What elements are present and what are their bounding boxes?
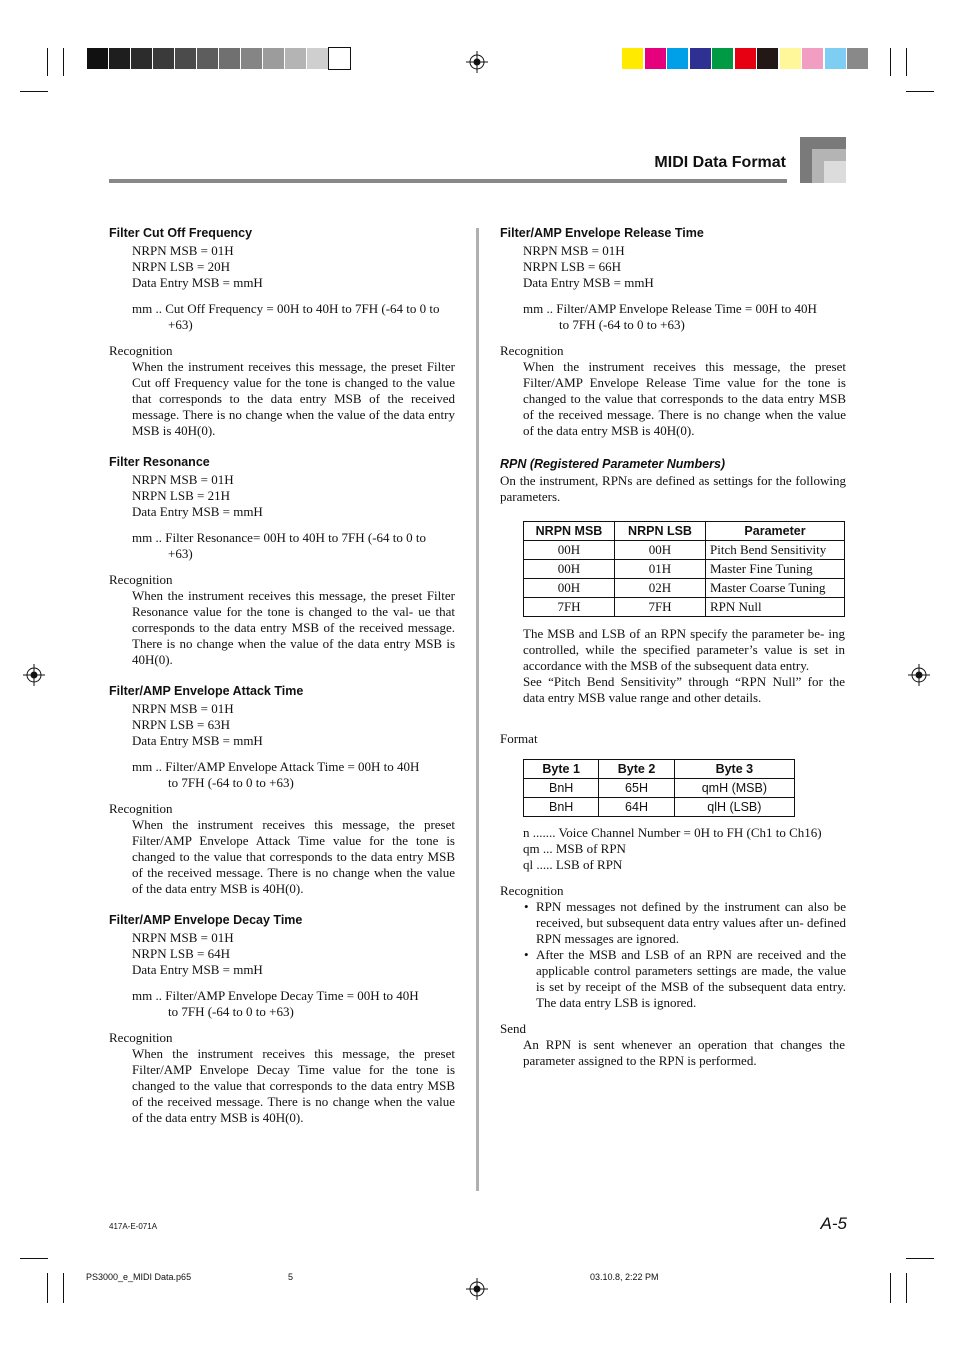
- format-table: [523, 759, 795, 817]
- recognition-label: Recognition: [109, 801, 173, 816]
- header-tab-block-lighter: [824, 161, 846, 183]
- right-column: [500, 226, 846, 505]
- recognition-label: Recognition: [109, 572, 173, 587]
- table-cell: 00H: [524, 560, 615, 579]
- gray-swatch: [263, 48, 284, 69]
- nrpn-lsb: NRPN LSB = 63H: [132, 717, 230, 732]
- data-entry-msb: Data Entry MSB = mmH: [132, 733, 263, 748]
- mm-description-cont: +63): [168, 317, 193, 332]
- color-swatch: [780, 48, 801, 69]
- table-header: NRPN MSB: [524, 522, 615, 541]
- mm-description-cont: +63): [168, 546, 193, 561]
- legend-item: qm ... MSB of RPN: [523, 841, 626, 856]
- legend-item: n ....... Voice Channel Number = 0H to FH (Ch1 to Ch16): [523, 825, 822, 840]
- nrpn-msb: NRPN MSB = 01H: [523, 243, 625, 258]
- data-entry-msb: Data Entry MSB = mmH: [132, 962, 263, 977]
- recognition-text: When the instrument receives this message, the preset Filter Resonance value for the tone is changed to the val- ue that corresponds to the data entry MSB of the received message. There is no change when the value of the data entry MSB is 40H(0).: [132, 588, 455, 667]
- print-date: 03.10.8, 2:22 PM: [590, 1272, 659, 1282]
- color-swatch: [735, 48, 756, 69]
- bullet-text: RPN messages not defined by the instrument can also be received, but subsequent data entry values after un- defined RPN messages are ignored.: [536, 899, 846, 946]
- rpn-intro: On the instrument, RPNs are defined as settings for the following parameters.: [500, 473, 846, 504]
- table-row: [524, 798, 795, 817]
- nrpn-lsb: NRPN LSB = 20H: [132, 259, 230, 274]
- gray-swatch: [197, 48, 218, 69]
- gray-swatch: [241, 48, 262, 69]
- gray-swatch: [109, 48, 130, 69]
- registration-mark-icon: [908, 664, 930, 686]
- legend-item: ql ..... LSB of RPN: [523, 857, 623, 872]
- table-cell: qlH (LSB): [674, 798, 794, 817]
- table-cell: Master Coarse Tuning: [706, 579, 845, 598]
- recognition-text: When the instrument receives this message, the preset Filter/AMP Envelope Release Time value for the tone is changed to the value that corresponds to the data entry MSB of the received message. There is no change when the value of the data entry MSB is 40H(0).: [523, 359, 846, 438]
- table-cell: 64H: [599, 798, 674, 817]
- table-row: [524, 598, 845, 617]
- recognition-label: Recognition: [109, 343, 173, 358]
- nrpn-msb: NRPN MSB = 01H: [132, 701, 234, 716]
- nrpn-lsb: NRPN LSB = 64H: [132, 946, 230, 961]
- gray-swatch: [307, 48, 328, 69]
- table-cell: 7FH: [524, 598, 615, 617]
- mm-description-cont: to 7FH (-64 to 0 to +63): [168, 775, 294, 790]
- mm-description: mm .. Filter/AMP Envelope Release Time = 00H to 40H: [523, 301, 817, 316]
- mm-description-cont: to 7FH (-64 to 0 to +63): [559, 317, 685, 332]
- sheet-number: 5: [288, 1272, 294, 1282]
- recognition-text: When the instrument receives this message, the preset Filter/AMP Envelope Decay Time value for the tone is changed to the value that corresponds to the data entry MSB of the received message. There is no change when the value of the data entry MSB is 40H(0).: [132, 1046, 455, 1125]
- table-cell: 00H: [524, 579, 615, 598]
- mm-description: mm .. Filter/AMP Envelope Decay Time = 00H to 40H: [132, 988, 419, 1003]
- table-cell: 00H: [615, 541, 706, 560]
- table-header: Byte 1: [524, 760, 599, 779]
- table-header: Parameter: [706, 522, 845, 541]
- data-entry-msb: Data Entry MSB = mmH: [523, 275, 654, 290]
- table-cell: qmH (MSB): [674, 779, 794, 798]
- color-swatch: [622, 48, 643, 69]
- table-cell: BnH: [524, 798, 599, 817]
- table-row: [524, 560, 845, 579]
- mm-description: mm .. Filter Resonance= 00H to 40H to 7FH (-64 to 0 to: [132, 530, 427, 545]
- gray-swatch: [153, 48, 174, 69]
- table-row: [524, 579, 845, 598]
- color-swatch: [690, 48, 711, 69]
- table-cell: Master Fine Tuning: [706, 560, 845, 579]
- rpn-table: [523, 521, 845, 617]
- nrpn-msb: NRPN MSB = 01H: [132, 243, 234, 258]
- gray-swatch: [131, 48, 152, 69]
- gray-swatch: [87, 48, 108, 69]
- table-header: Byte 2: [599, 760, 674, 779]
- bullet-item: • RPN messages not defined by the instrument can also be received, but subsequent data entry values after un- defined RPN messages are ignored.: [524, 899, 846, 946]
- column-divider: [476, 228, 479, 1191]
- rpn-paragraph: The MSB and LSB of an RPN specify the parameter be- ing controlled, while the specified parameter’s value is set in accordance with the MSB of the subsequent data entry.: [523, 626, 845, 673]
- table-row: [524, 779, 795, 798]
- page-number: A-5: [820, 1214, 847, 1233]
- mm-description-cont: to 7FH (-64 to 0 to +63): [168, 1004, 294, 1019]
- header-rule: [109, 179, 787, 183]
- page-title: MIDI Data Format: [654, 154, 786, 171]
- mm-description: mm .. Cut Off Frequency = 00H to 40H to 7FH (-64 to 0 to: [132, 301, 440, 316]
- table-header: NRPN LSB: [615, 522, 706, 541]
- color-swatch: [712, 48, 733, 69]
- gray-swatch: [285, 48, 306, 69]
- registration-mark-icon: [466, 51, 488, 73]
- color-swatch: [802, 48, 823, 69]
- bullet-text: After the MSB and LSB of an RPN are received and the applicable control parameters settings are made, the value is set by receipt of the MSB of the subsequent data entry. The data entry LSB is ignored.: [536, 947, 846, 1010]
- nrpn-msb: NRPN MSB = 01H: [132, 930, 234, 945]
- registration-mark-icon: [466, 1278, 488, 1300]
- recognition-label: Recognition: [109, 1030, 173, 1045]
- doc-code: 417A-E-071A: [109, 1222, 158, 1231]
- color-swatch: [645, 48, 666, 69]
- file-name: PS3000_e_MIDI Data.p65: [86, 1272, 192, 1282]
- color-swatch: [757, 48, 778, 69]
- section-title: Filter/AMP Envelope Decay Time: [109, 913, 303, 927]
- nrpn-msb: NRPN MSB = 01H: [132, 472, 234, 487]
- recognition-text: When the instrument receives this message, the preset Filter Cut off Frequency value for the tone is changed to the value that corresponds to the data entry MSB of the received message. There is no change when the value of the data entry MSB is 40H(0).: [132, 359, 455, 438]
- nrpn-lsb: NRPN LSB = 21H: [132, 488, 230, 503]
- nrpn-lsb: NRPN LSB = 66H: [523, 259, 621, 274]
- color-swatch: [667, 48, 688, 69]
- recognition-label: Recognition: [500, 883, 564, 898]
- table-cell: 7FH: [615, 598, 706, 617]
- table-header: Byte 3: [674, 760, 794, 779]
- rpn-paragraph: See “Pitch Bend Sensitivity” through “RPN Null” for the data entry MSB value range and other details.: [523, 674, 845, 705]
- recognition-label: Recognition: [500, 343, 564, 358]
- color-swatch: [825, 48, 846, 69]
- mm-description: mm .. Filter/AMP Envelope Attack Time = 00H to 40H: [132, 759, 420, 774]
- section-title: Filter/AMP Envelope Release Time: [500, 226, 704, 240]
- table-cell: 65H: [599, 779, 674, 798]
- recognition-text: When the instrument receives this message, the preset Filter/AMP Envelope Attack Time value for the tone is changed to the value that corresponds to the data entry MSB of the received message. There is no change when the value of the data entry MSB is 40H(0).: [132, 817, 455, 896]
- color-swatch: [847, 48, 868, 69]
- send-label: Send: [500, 1021, 526, 1036]
- registration-mark-icon: [23, 664, 45, 686]
- table-cell: 01H: [615, 560, 706, 579]
- bullet-item: • After the MSB and LSB of an RPN are received and the applicable control parameters settings are made, the value is set by receipt of the MSB of the subsequent data entry. The data entry LSB is ignored.: [524, 947, 846, 1010]
- table-cell: 00H: [524, 541, 615, 560]
- table-cell: BnH: [524, 779, 599, 798]
- gray-swatch: [329, 48, 350, 69]
- section-title: Filter/AMP Envelope Attack Time: [109, 684, 304, 698]
- send-text: An RPN is sent whenever an operation that changes the parameter assigned to the RPN is performed.: [523, 1037, 845, 1068]
- table-cell: Pitch Bend Sensitivity: [706, 541, 845, 560]
- gray-swatch: [175, 48, 196, 69]
- data-entry-msb: Data Entry MSB = mmH: [132, 275, 263, 290]
- table-cell: RPN Null: [706, 598, 845, 617]
- section-title: Filter Resonance: [109, 455, 210, 469]
- table-cell: 02H: [615, 579, 706, 598]
- rpn-title: RPN (Registered Parameter Numbers): [500, 457, 726, 471]
- gray-swatch: [219, 48, 240, 69]
- table-row: [524, 541, 845, 560]
- section-title: Filter Cut Off Frequency: [109, 226, 253, 240]
- data-entry-msb: Data Entry MSB = mmH: [132, 504, 263, 519]
- format-label: Format: [500, 731, 538, 746]
- left-column: [109, 226, 455, 1126]
